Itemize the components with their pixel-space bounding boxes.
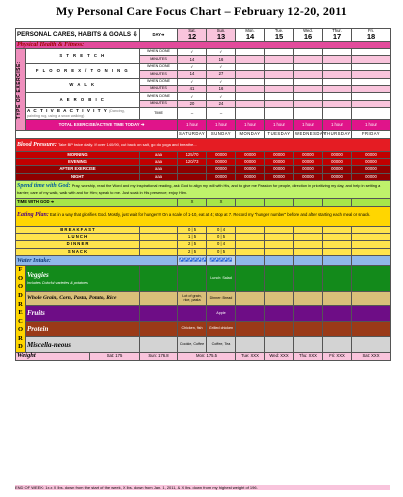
food-record-side-label: F O O D R E C O R D [16,266,26,353]
check-cell[interactable]: ✓ [178,49,207,56]
physical-title: Physical Health & Fitness: [16,41,391,48]
god-cell[interactable]: X [207,199,236,206]
page-title: My Personal Care Focus Chart – February 12-20, 2011 [56,4,347,18]
meal-label: S N A C K [16,248,140,255]
meal-label: L U N C H [16,233,140,240]
god-cell[interactable]: X [178,199,207,206]
bp-cell[interactable]: 00000 [236,173,265,180]
god-time-label: TIME WITH GOD ➔ [16,199,178,206]
care-focus-table [15,28,391,361]
weight-cell[interactable]: Fri: XXX [323,353,352,361]
minutes-cell[interactable]: 41 [178,86,207,93]
active-cell[interactable]: – [178,108,207,120]
weekday-label: FRIDAY [352,131,391,138]
god-section: Spend time with God: Pray, worship, read the Word and my inspirational reading, ask God to align my will with His, and to give me Passion for people, direction in prioritizing my day, and help in setting a barrier; care of my walk, walk with and for Him; speak to me. Just soak in His presence; enjoy Him. [16,181,391,199]
bp-cell[interactable]: aaa [140,173,178,180]
water-cell[interactable]: 🚰🚰🚰🚰🚰 [207,256,236,266]
total-cell[interactable]: 1 hour [294,120,323,131]
total-cell[interactable]: 1 hour [352,120,391,131]
check-cell[interactable]: ✓ [207,78,236,85]
weight-cell[interactable]: Thu: XXX [294,353,323,361]
exercise-name: F L O O R E X / T O N I N G [26,63,140,78]
minutes-cell[interactable]: 24 [207,100,236,107]
weekday-label: SATURDAY [179,131,206,137]
active-cell[interactable]: – [207,108,236,120]
bp-cell[interactable]: 00000 [236,166,265,173]
bp-row [16,151,391,158]
exercise-name: W A L K [26,78,140,93]
food-cell[interactable]: Chicken, fish [178,321,207,337]
weight-cell[interactable]: Tue: XXX [236,353,265,361]
bp-cell[interactable]: 00000 [352,159,391,166]
food-cell[interactable]: Dinner: Bread [207,292,236,306]
minutes-label: MINUTES [140,71,178,78]
day-sun: Sun. 13 [207,29,236,42]
total-cell[interactable]: 1 hour [323,120,352,131]
weight-label: Weight [16,353,90,361]
weekday-header-row [16,131,391,138]
weight-cell[interactable]: Wed: XXX [265,353,294,361]
day-sat: Sat. 12 [178,29,207,42]
exercise-side-label: TYPE OF EXERCISE: [16,49,26,131]
bp-cell[interactable]: 00000 [352,151,391,158]
food-row [16,321,391,337]
exercise-row [16,93,391,100]
exercise-row [16,78,391,85]
bp-cell[interactable]: 00000 [323,166,352,173]
bp-cell[interactable]: 00000 [294,159,323,166]
total-cell[interactable]: 1 hour [178,120,207,131]
bp-row [16,159,391,166]
total-cell[interactable]: 1 hour [236,120,265,131]
blood-section-row [16,138,391,151]
meal-row: L U N C H 1 | 5 0 | 5 [16,233,391,240]
food-cell[interactable]: Lunch: Salad [207,266,236,292]
bp-cell[interactable]: 00000 [294,166,323,173]
bp-cell[interactable]: 00000 [207,173,236,180]
bp-cell[interactable]: aaa [140,166,178,173]
when-done-label: WHEN DONE [140,63,178,70]
meal-label: B R E A K F A S T [16,226,140,233]
bp-cell[interactable] [178,173,207,180]
meal-row: D I N N E R 2 | 5 0 | 4 [16,241,391,248]
day-thu: Thur. 17 [323,29,352,42]
bp-cell[interactable]: aaa [140,159,178,166]
bp-cell[interactable]: 00000 [207,166,236,173]
bp-label: MORNING [16,151,140,158]
god-time-row [16,199,391,206]
when-done-label: WHEN DONE [140,78,178,85]
food-cell[interactable] [178,306,207,322]
physical-section-row [16,41,391,48]
food-row [16,266,391,292]
check-cell[interactable]: ✓ [178,78,207,85]
weight-cell[interactable]: Mon: 175.5 [178,353,236,361]
food-cell[interactable]: Coffee, Tea [207,337,236,353]
minutes-label: MINUTES [140,56,178,63]
day-label: DAY➔ [140,29,178,42]
weekday-label: THURSDAY [324,131,351,137]
water-row [16,256,391,266]
exercise-row [16,63,391,70]
minutes-cell[interactable]: 14 [178,71,207,78]
god-section-row [16,181,391,199]
exercise-row [16,49,391,56]
bp-cell[interactable]: 00000 [323,159,352,166]
minutes-label: MINUTES [140,100,178,107]
active-activity-label: A C T I V E A C T I V I T Y (Dancing, painting rug, using a snow walking) [26,108,140,120]
bp-label: EVENING [16,159,140,166]
day-tue: Tue. 15 [265,29,294,42]
meal-label: D I N N E R [16,241,140,248]
when-done-label: WHEN DONE [140,93,178,100]
exercise-name: S T R E T C H [26,49,140,64]
weekday-label: SUNDAY [207,131,236,138]
food-name: Veggies Includes Colorful varieties & potatoes [26,266,140,292]
bp-label: NIGHT [16,173,140,180]
bp-cell[interactable]: 00000 [323,173,352,180]
weekday-label: WEDNESDAY [295,131,327,137]
bp-cell[interactable]: 125/70 [178,151,207,158]
total-exercise-label: TOTAL EXERCISE/ACTIVE TIME TODAY ➔ [26,120,178,131]
meal-row: S N A C K 2 | 5 0 | 5 [16,248,391,255]
food-cell[interactable]: Lot of grain, rice, pasta [178,292,207,306]
day-mon: Mon. 14 [236,29,265,42]
bp-cell[interactable]: 00000 [294,173,323,180]
food-cell[interactable]: Apple [207,306,236,322]
minutes-label: MINUTES [140,86,178,93]
minutes-cell[interactable]: 16 [207,56,236,63]
water-title: Water Intake: [16,256,178,266]
eating-section-row [16,206,391,226]
weekday-label: MONDAY [236,131,265,138]
bp-cell[interactable]: 00000 [207,151,236,158]
food-name: Protein [26,321,140,337]
food-cell[interactable]: Cookie, Coffee [178,337,207,353]
bp-cell[interactable]: 00000 [265,173,294,180]
food-row [16,292,391,306]
food-row [16,306,391,322]
check-cell[interactable]: ✓ [178,63,207,70]
header-label: PERSONAL CARES, HABITS & GOALS ⇩ [16,29,140,42]
water-cell[interactable]: 🚰🚰🚰🚰🚰🚰 [178,256,207,266]
weight-cell[interactable]: Sat: XXX [352,353,391,361]
minutes-cell[interactable]: 20 [178,100,207,107]
check-cell[interactable]: ✓ [207,49,236,56]
total-cell[interactable]: 1 hour [207,120,236,131]
food-row [16,337,391,353]
bp-cell[interactable]: 00000 [236,159,265,166]
bp-cell[interactable]: 120/73 [178,159,207,166]
bp-row [16,173,391,180]
bp-cell[interactable]: 00000 [352,173,391,180]
end-of-week-note: END OF WEEK: 1x.x X lbs. down from the start of the week, X lbs. down from Jan. 1, 2011, & X lbs. down from my highest weight of 196. [15,485,390,490]
bp-cell[interactable]: 00000 [294,151,323,158]
minutes-cell[interactable]: 27 [207,71,236,78]
day-wed: Wed. 16 [294,29,323,42]
food-cell[interactable]: Grilled chicken [207,321,236,337]
minutes-cell[interactable]: 14 [178,56,207,63]
bp-cell[interactable] [178,166,207,173]
weight-cell[interactable]: Sat: 175 [90,353,140,361]
bp-row [16,166,391,173]
day-fri: Fri. 18 [352,29,391,42]
header-row [16,29,391,42]
check-cell[interactable]: ✓ [207,93,236,100]
bp-label: AFTER EXERCISE [16,166,140,173]
weight-cell[interactable]: Sun: 176.8 [140,353,178,361]
active-activity-row [16,108,391,120]
bp-cell[interactable]: 00000 [352,166,391,173]
food-name: Fruits [26,306,140,322]
total-cell[interactable]: 1 hour [265,120,294,131]
minutes-cell[interactable]: 16 [207,86,236,93]
check-cell[interactable]: ✓ [178,93,207,100]
bp-cell[interactable]: 00000 [323,151,352,158]
food-cell[interactable] [178,266,207,292]
food-name: Whole Grain, Corn, Pasta, Potato, Rice [26,292,140,306]
bp-cell[interactable]: 00000 [265,159,294,166]
bp-cell[interactable]: aaa [140,151,178,158]
exercise-name: A E R O B I C [26,93,140,108]
active-time-label: TIME [140,108,178,120]
eating-section: Eating Plan: Eat in a way that glorifies God. Mostly, just wait for hunger!!! On a scale of 1-10, eat at 4; stop at 7. Record my "hunger number" before and after starting each meal or snack. [16,206,391,226]
weekday-label: TUESDAY [265,131,294,138]
total-exercise-row [16,120,391,131]
bp-cell[interactable]: 00000 [265,151,294,158]
bp-cell[interactable]: 00000 [236,151,265,158]
blood-section: Blood Pressure: Take BP twice daily. If over 140/90, cut back on salt, go do yoga and breathe... [16,138,391,151]
bp-cell[interactable]: 00000 [265,166,294,173]
weight-row [16,353,391,361]
food-name: Miscella-neous [26,337,140,353]
bp-cell[interactable]: 00000 [207,159,236,166]
meal-row: B R E A K F A S T 0 | 5 0 | 4 [16,226,391,233]
check-cell[interactable]: ✓ [207,63,236,70]
when-done-label: WHEN DONE [140,49,178,56]
